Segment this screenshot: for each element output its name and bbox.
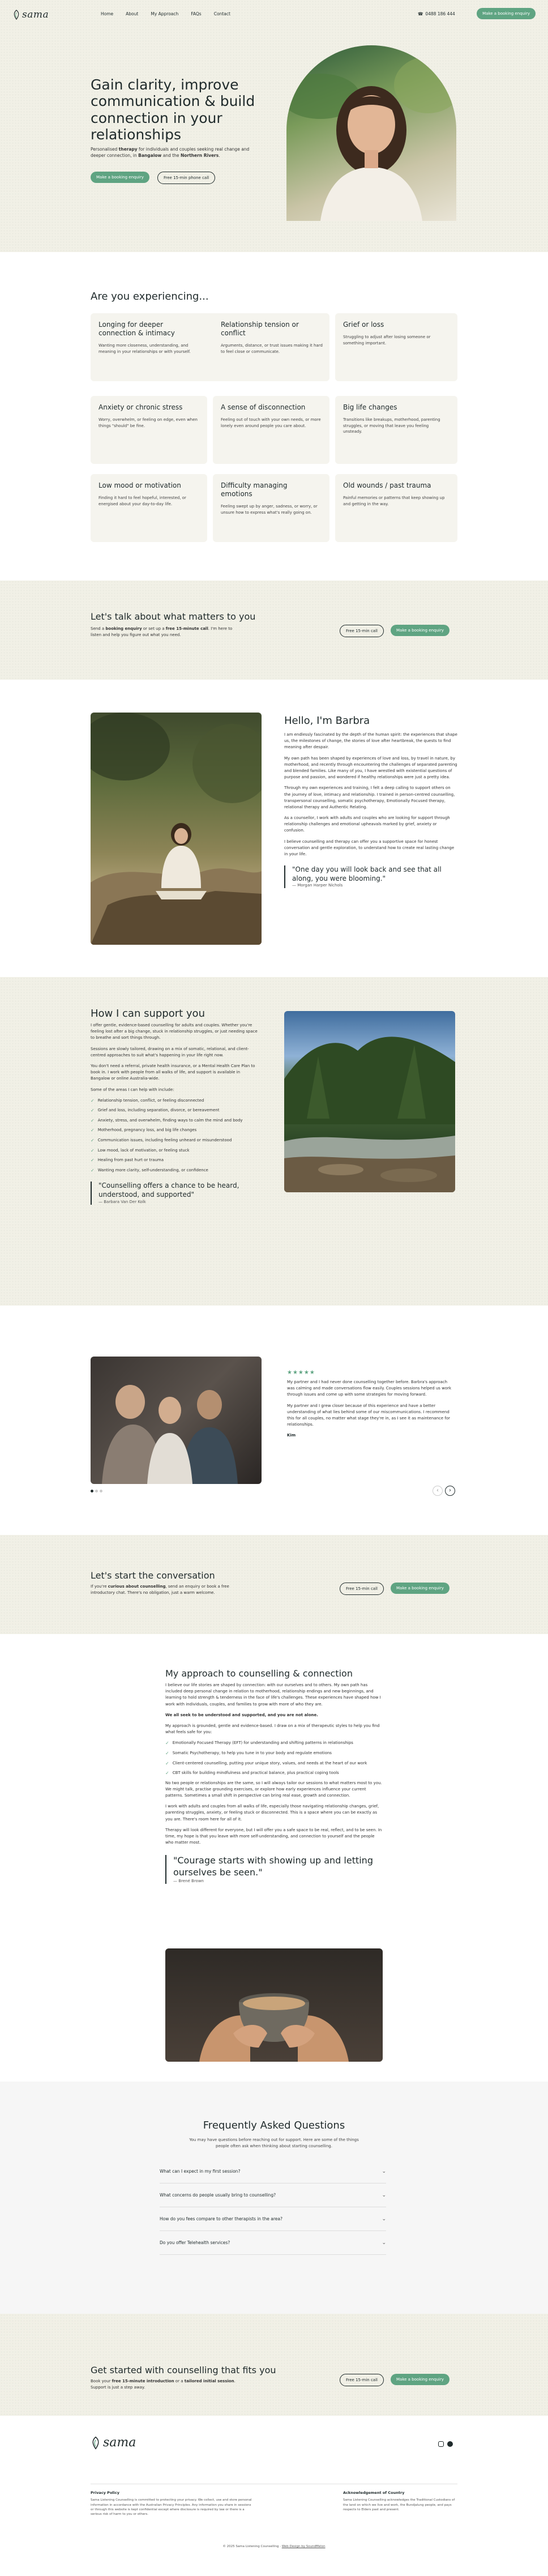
- nav-link-approach[interactable]: My Approach: [151, 11, 179, 16]
- acknowledgement-block: [343, 2490, 457, 2512]
- card-desc: Wanting more closeness, understanding, and meaning in your relationships or with yourself.: [99, 343, 191, 354]
- approach-body: [165, 1682, 383, 1884]
- nav-link-about[interactable]: About: [126, 11, 139, 16]
- check-icon: ✓: [165, 1741, 169, 1746]
- support-section: [0, 977, 548, 1306]
- about-section: [0, 680, 548, 977]
- creek-illustration: [284, 1011, 455, 1192]
- hero-section: [0, 0, 548, 252]
- card-title: A sense of disconnection: [221, 403, 306, 411]
- faq-intro: You may have questions before reaching out for support. Here are some of the things people often ask when thinking about starting counselling.: [189, 2138, 359, 2148]
- support-heading: How I can support you: [91, 1008, 205, 1020]
- footer-logo[interactable]: [91, 2434, 136, 2452]
- final-booking-button[interactable]: Make a booking enquiry: [391, 2374, 449, 2385]
- carousel-dot[interactable]: [100, 1490, 102, 1492]
- card-desc: Arguments, distance, or trust issues making it hard to feel close or communicate.: [221, 343, 323, 354]
- start-call-button[interactable]: Free 15-min call: [340, 1583, 384, 1595]
- approach-quote: [165, 1855, 383, 1884]
- start-booking-button[interactable]: Make a booking enquiry: [391, 1583, 449, 1594]
- privacy-text: Sama Listening Counselling is committed to protecting your privacy. We collect, use and store personal information in accordance with the Australian Privacy Principles. Any information you share in sessions or through this website is kept confidential except where disclosure is required by law or there is a serious risk of harm to you or others.: [91, 2498, 252, 2517]
- support-quote: [91, 1182, 260, 1204]
- card-desc: Struggling to adjust after losing someone or something important.: [343, 335, 431, 346]
- carousel-dot-active[interactable]: [91, 1490, 93, 1492]
- approach-section: [0, 1634, 548, 2082]
- card-desc: Feeling swept up by anger, sadness, or worry, or unsure how to express what's really going on.: [221, 504, 318, 515]
- concern-card: [213, 474, 329, 542]
- nav-link-faqs[interactable]: FAQs: [191, 11, 202, 16]
- header: [12, 8, 536, 22]
- concern-card: [91, 474, 207, 542]
- social-links: [438, 2441, 453, 2447]
- quote-text: "Counselling offers a chance to be heard, understood, and supported": [99, 1182, 239, 1199]
- list-item: ✓ Client-centered counselling, putting your unique story, values, and needs at the heart of our work: [165, 1760, 367, 1766]
- credit-link[interactable]: Web Design by SoundMelon: [281, 2545, 326, 2548]
- card-title: Relationship tension or conflict: [221, 321, 299, 337]
- quote-text: "Courage starts with showing up and letting ourselves be seen.": [173, 1855, 373, 1878]
- faq-item[interactable]: [160, 2185, 386, 2207]
- privacy-block: [91, 2490, 255, 2517]
- concern-card: [335, 313, 457, 381]
- list-item: ✓ Relationship tension, conflict, or feeling disconnected: [91, 1098, 204, 1103]
- check-icon: ✓: [91, 1158, 95, 1163]
- check-icon: ✓: [165, 1750, 169, 1756]
- card-title: Big life changes: [343, 403, 397, 411]
- list-item: ✓ Emotionally Focused Therapy (EFT) for understanding and shifting patterns in relationships: [165, 1741, 353, 1746]
- faq-item[interactable]: [160, 2232, 386, 2255]
- hero-subtitle: Personalised therapy for individuals and couples seeking real change and deeper connection, in Bangalow and the Northern Rivers.: [91, 147, 250, 159]
- card-title: Difficulty managing emotions: [221, 481, 288, 498]
- carousel-dot[interactable]: [95, 1490, 98, 1492]
- testimonial-paragraph: My partner and I had never done counselling together before. Barbra's approach was calming and made conversations flow easily. Couples sessions helped us work through issues and come up with some strategies for moving forward.: [287, 1380, 452, 1397]
- hero-title: Gain clarity, improve communication & build connection in your relationships: [91, 76, 255, 143]
- about-paragraph: I am endlessly fascinated by the depth of the human spirit: the experiences that shape us, the milestones of change, the stories of love after heartbreak, the quests to find meaning after despair.: [284, 732, 457, 750]
- quote-author: — Morgan Harper Nichols: [292, 883, 343, 888]
- about-photo: [91, 713, 262, 945]
- faq-question: What can I expect in my first session?: [160, 2169, 241, 2174]
- about-paragraph: My own path has been shaped by experiences of love and loss, by travel in nature, by motherhood, and recently through encountering the challenges of separated parenting and blended families. Like many of you, I have wrestled with existential questions of purpose and passion, and wondered if healthy relationships were just a pretty idea.: [284, 756, 457, 780]
- footer-logo-text: sama: [103, 2436, 136, 2450]
- faq-item[interactable]: [160, 2208, 386, 2231]
- card-desc: Finding it hard to feel hopeful, interested, or energised about your day-to-day life.: [99, 496, 186, 506]
- instagram-icon[interactable]: [438, 2441, 444, 2447]
- list-item: ✓ Low mood, lack of motivation, or feeling stuck: [91, 1148, 190, 1153]
- list-item: ✓ Anxiety, stress, and overwhelm, finding ways to calm the mind and body: [91, 1118, 243, 1123]
- final-heading: Get started with counselling that fits you: [91, 2365, 276, 2375]
- check-icon: ✓: [165, 1771, 169, 1776]
- footer-separator: ·: [280, 2545, 282, 2548]
- carousel-dots: [91, 1490, 102, 1492]
- list-item: ✓ Grief and loss, including separation, divorce, or bereavement: [91, 1108, 220, 1114]
- approach-paragraph: I believe our life stories are shaped by connection: with our ourselves and to others. My own path has included deep personal change in relation to motherhood, relationship endings and new beginnings, and learning to hold strength & tenderness in the face of life's challenges. These experiences have shaped how I work with individuals, couples, and families to grow with more of who they are.: [165, 1683, 381, 1707]
- support-paragraph: You don't need a referral, private health insurance, or a Mental Health Care Plan to book in. I work with people from all walks of life, and support is available in Bangalow or online Australia-wide.: [91, 1063, 255, 1081]
- check-icon: ✓: [91, 1118, 95, 1123]
- check-icon: ✓: [91, 1167, 95, 1173]
- acknowledgement-title: Acknowledgement of Country: [343, 2490, 405, 2495]
- support-list: [91, 1098, 260, 1174]
- talk-text: Send a booking enquiry or set up a free 15-minute call. I'm here to listen and help you figure out what you need.: [91, 626, 233, 637]
- about-paragraph: I believe counselling and therapy can offer you a supportive space for honest conversation and gentle exploration, to understand how to create real lasting change in your life.: [284, 839, 455, 856]
- faq-heading: Frequently Asked Questions: [203, 2119, 345, 2131]
- concern-card: [335, 396, 457, 464]
- nav-link-contact[interactable]: Contact: [213, 11, 230, 16]
- faq-item[interactable]: [160, 2161, 386, 2183]
- final-text: Book your free 15-minute introduction or a tailored initial session. Support is just a step away.: [91, 2379, 236, 2390]
- talk-heading: Let's talk about what matters to you: [91, 611, 256, 622]
- chevron-left-icon: ‹: [436, 1487, 439, 1494]
- card-title: Low mood or motivation: [99, 481, 181, 489]
- hero-booking-button[interactable]: Make a booking enquiry: [91, 172, 149, 183]
- concern-card: [213, 313, 329, 381]
- nav-links: [101, 11, 230, 18]
- chevron-right-icon: ›: [449, 1487, 451, 1494]
- carousel-next-button[interactable]: [445, 1486, 455, 1496]
- testimonial-section: [0, 1306, 548, 1535]
- couple-session-illustration: [91, 1357, 262, 1484]
- nature-sitting-illustration: [91, 713, 262, 945]
- final-call-button[interactable]: Free 15-min call: [340, 2374, 384, 2386]
- approach-paragraph: Therapy will look different for everyone, but I will offer you a safe space to be real, reflect, and to be seen. In time, my hope is that you leave with more self-understanding, and connection to yourself and the people who matter most.: [165, 1827, 382, 1845]
- phone-icon: ☎: [418, 11, 423, 16]
- chevron-down-icon: ⌄: [382, 2216, 386, 2222]
- phone[interactable]: [418, 11, 455, 18]
- footer-bottom: [0, 2545, 548, 2549]
- talk-booking-button[interactable]: Make a booking enquiry: [391, 625, 449, 636]
- chevron-down-icon: ⌄: [382, 2192, 386, 2198]
- card-desc: Feeling out of touch with your own needs, or more lonely even around people you care about.: [221, 417, 321, 428]
- check-icon: ✓: [91, 1108, 95, 1114]
- approach-paragraph: No two people or relationships are the same, so I will always tailor our sessions to what matters most to you. We might talk, practise grounding exercises, or explore how early experiences influence your current patterns. Sometimes a small shift in perspective can bring real ease, growth and connection.: [165, 1780, 382, 1798]
- about-paragraph: As a counsellor, I work with adults and couples who are looking for support through relationship challenges and emotional upheavals marked by grief, anxiety or confusion.: [284, 816, 450, 833]
- logo-mark-icon: [12, 10, 20, 20]
- logo-mark-icon: [91, 2436, 101, 2450]
- card-desc: Worry, overwhelm, or feeling on edge, even when things "should" be fine.: [99, 417, 198, 428]
- faq-question: Do you offer Telehealth services?: [160, 2240, 230, 2246]
- quote-author: — Brené Brown: [173, 1878, 204, 1883]
- logo-text: sama: [22, 9, 49, 20]
- chevron-down-icon: ⌄: [382, 2240, 386, 2246]
- faq-question: How do you fees compare to other therapists in the area?: [160, 2216, 282, 2222]
- nav-link-home[interactable]: Home: [101, 11, 114, 16]
- concern-card: [335, 474, 457, 542]
- card-title: Grief or loss: [343, 321, 384, 329]
- quote-author: — Barbara Van Der Kolk: [99, 1199, 146, 1204]
- check-icon: ✓: [91, 1098, 95, 1103]
- card-title: Old wounds / past trauma: [343, 481, 431, 489]
- facebook-icon[interactable]: [447, 2441, 453, 2447]
- experiencing-heading: Are you experiencing...: [91, 291, 209, 302]
- list-item: ✓ Motherhood, pregnancy loss, and big life changes: [91, 1128, 197, 1133]
- approach-paragraph: I work with adults and couples from all walks of life, especially those navigating relationship changes, grief, parenting struggles, anxiety, or feeling stuck or disconnected. This is a space where you can be exactly as you are. There's room here for all of it.: [165, 1804, 379, 1822]
- logo[interactable]: [12, 8, 49, 22]
- copyright: © 2025 Sama Listening Counselling: [222, 2545, 279, 2548]
- check-icon: ✓: [91, 1138, 95, 1144]
- check-icon: ✓: [91, 1148, 95, 1153]
- list-item: ✓ Wanting more clarity, self-understanding, or confidence: [91, 1167, 208, 1173]
- experiencing-section: [0, 252, 548, 581]
- start-text: If you're curious about counselling, send an enquiry or book a free introductory chat. There's no obligation, just a warm welcome.: [91, 1584, 229, 1595]
- approach-heading: My approach to counselling & connection: [165, 1668, 353, 1679]
- approach-list: [165, 1740, 383, 1776]
- card-desc: Transitions like breakups, motherhood, parenting struggles, or moving that leave you feeling unsteady.: [343, 417, 440, 434]
- list-item: ✓ Healing from past hurt or trauma: [91, 1158, 164, 1163]
- list-item: ✓ Communication issues, including feeling unheard or misunderstood: [91, 1138, 232, 1144]
- hero-photo: [286, 45, 456, 221]
- talk-call-button[interactable]: Free 15-min call: [340, 625, 384, 637]
- hands-cup-illustration: [165, 1948, 383, 2062]
- about-heading: Hello, I'm Barbra: [284, 715, 370, 727]
- carousel-prev-button[interactable]: [433, 1486, 443, 1496]
- header-booking-button[interactable]: Make a booking enquiry: [477, 8, 536, 19]
- card-title: Anxiety or chronic stress: [99, 403, 183, 411]
- faq-section: [0, 2082, 548, 2314]
- privacy-title: Privacy Policy: [91, 2490, 119, 2495]
- quote-text: "One day you will look back and see that all along, you were blooming.": [292, 865, 442, 882]
- start-section: [0, 1535, 548, 1634]
- list-item: ✓ Somatic Psychotherapy, to help you tune in to your body and regulate emotions: [165, 1750, 332, 1756]
- card-desc: Painful memories or patterns that keep showing up and getting in the way.: [343, 496, 445, 506]
- support-body: [91, 1022, 260, 1205]
- hero-call-button[interactable]: Free 15-min phone call: [157, 172, 215, 184]
- phone-number: 0488 186 444: [425, 11, 455, 16]
- footer: [0, 2416, 548, 2576]
- talk-section: [0, 581, 548, 680]
- faq-question: What concerns do people usually bring to counselling?: [160, 2193, 276, 2198]
- chevron-down-icon: ⌄: [382, 2168, 386, 2174]
- testimonial-author: Kim: [287, 1433, 296, 1438]
- support-paragraph: I offer gentle, evidence-based counselling for adults and couples. Whether you're feeling lost after a big change, stuck in relationship struggles, or just needing space to breathe and sort things through.: [91, 1023, 258, 1040]
- approach-paragraph: My approach is grounded, gentle and evidence-based. I draw on a mix of therapeutic styles to help you find what feels safe for you:: [165, 1723, 380, 1735]
- acknowledgement-text: Sama Listening Counselling acknowledges the Traditional Custodians of the land on which we live and work, the Bundjalung people, and pays respects to Elders past and present.: [343, 2498, 455, 2511]
- testimonial-body: [287, 1379, 455, 1438]
- about-body: [284, 732, 457, 888]
- about-paragraph: Through my own experiences and training, I felt a deep calling to support others on the journey of love, intimacy and relationship. I trained in person-centred counselling, transpersonal counselling, somatic psychotherapy, Emotionally Focused therapy, relational therapy and Authentic Relating.: [284, 786, 455, 809]
- final-cta-section: [0, 2314, 548, 2416]
- support-photo: [284, 1011, 455, 1192]
- list-item: ✓ CBT skills for building mindfulness and practical balance, plus practical coping tools: [165, 1771, 339, 1776]
- approach-photo: [165, 1948, 383, 2062]
- check-icon: ✓: [91, 1128, 95, 1133]
- concern-card: [213, 396, 329, 464]
- portrait-illustration: [286, 45, 456, 221]
- concern-card: [91, 396, 207, 464]
- stars-rating: ★★★★★: [287, 1370, 315, 1376]
- check-icon: ✓: [165, 1760, 169, 1766]
- support-paragraph: Some of the areas I can help with include:: [91, 1087, 174, 1092]
- card-title: Longing for deeper connection & intimacy: [99, 321, 175, 337]
- about-quote: [284, 865, 457, 888]
- approach-paragraph: We all seek to be understood and supported, and you are not alone.: [165, 1712, 318, 1717]
- start-heading: Let's start the conversation: [91, 1570, 215, 1581]
- testimonial-paragraph: My partner and I grew closer because of this experience and have a better understanding of what lies behind some of our miscommunications. I recommend this for all couples, no matter what stage they're in, as I see it as maintenance for relationships.: [287, 1403, 451, 1427]
- testimonial-photo: [91, 1357, 262, 1484]
- support-paragraph: Sessions are slowly tailored, drawing on a mix of somatic, relational, and client-centred approaches to suit what's happening in your life right now.: [91, 1046, 249, 1057]
